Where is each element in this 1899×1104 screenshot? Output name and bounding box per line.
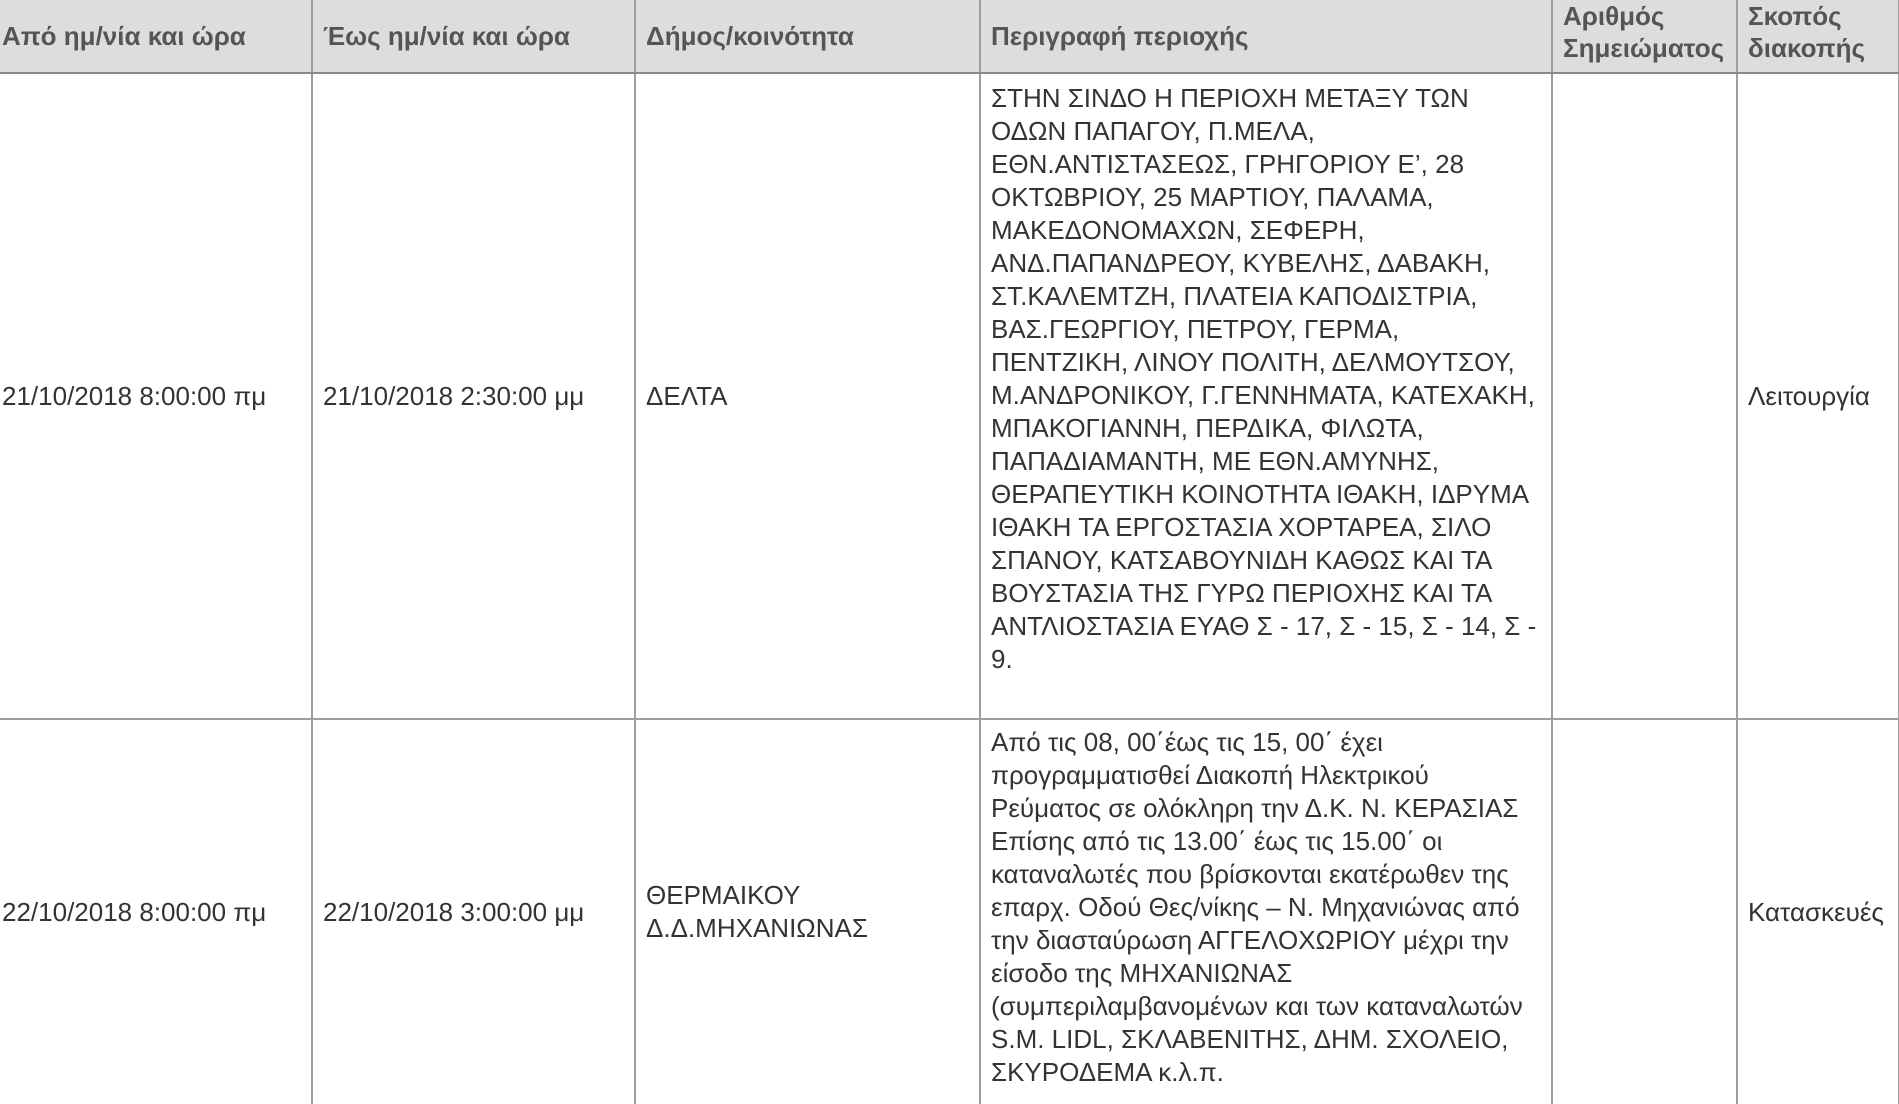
header-from: Από ημ/νία και ώρα (0, 0, 312, 73)
cell-purpose: Λειτουργία (1737, 73, 1899, 719)
municipality-line1: ΘΕΡΜΑΙΚΟΥ (646, 880, 801, 910)
cell-from: 22/10/2018 8:00:00 πμ (0, 719, 312, 1104)
cell-note-number (1552, 73, 1737, 719)
cell-purpose: Κατασκευές (1737, 719, 1899, 1104)
cell-municipality (635, 73, 980, 719)
header-municipality: Δήμος/κοινότητα (635, 0, 980, 73)
header-purpose-line1: Σκοπός (1748, 1, 1842, 31)
header-row (0, 0, 1899, 73)
cell-from: 21/10/2018 8:00:00 πμ (0, 73, 312, 719)
table-body (0, 73, 1899, 1104)
cell-to: 22/10/2018 3:00:00 μμ (312, 719, 635, 1104)
cell-area-description: Από τις 08, 00΄έως τις 15, 00΄ έχει προγραμματισθεί Διακοπή Ηλεκτρικού Ρεύματος σε ολόκληρη την Δ.Κ. Ν. ΚΕΡΑΣΙΑΣ Επίσης από τις 13.00΄ έως τις 15.00΄ οι καταναλωτές που βρίσκονται εκατέρωθεν της επαρχ. Οδού Θες/νίκης – Ν. Μηχανιώνας από την διασταύρωση ΑΓΓΕΛΟΧΩΡΙΟΥ μέχρι την είσοδο της ΜΗΧΑΝΙΩΝΑΣ (συμπεριλαμβανομένων και των καταναλωτών S.M. LIDL, ΣΚΛΑΒΕΝΙΤΗΣ, ΔΗΜ. ΣΧΟΛΕΙΟ, ΣΚΥΡΟΔΕΜΑ κ.λ.π. (980, 719, 1552, 1104)
header-purpose-line2: διακοπής (1748, 33, 1866, 63)
cell-note-number (1552, 719, 1737, 1104)
table-row (0, 73, 1899, 719)
header-note-number-line1: Αριθμός (1563, 1, 1665, 31)
municipality-line1: ΔΕΛΤΑ (646, 380, 728, 411)
header-purpose (1737, 0, 1899, 73)
cell-to: 21/10/2018 2:30:00 μμ (312, 73, 635, 719)
cell-municipality (635, 719, 980, 1104)
table-header (0, 0, 1899, 73)
header-to: Έως ημ/νία και ώρα (312, 0, 635, 73)
table-row (0, 719, 1899, 1104)
cell-area-description: ΣΤΗΝ ΣΙΝΔΟ Η ΠΕΡΙΟΧΗ ΜΕΤΑΞΥ ΤΩΝ ΟΔΩΝ ΠΑΠΑΓΟΥ, Π.ΜΕΛΑ, ΕΘΝ.ΑΝΤΙΣΤΑΣΕΩΣ, ΓΡΗΓΟΡΙΟΥ Ε’, 28 ΟΚΤΩΒΡΙΟΥ, 25 ΜΑΡΤΙΟΥ, ΠΑΛΑΜΑ, ΜΑΚΕΔΟΝΟΜΑΧΩΝ, ΣΕΦΕΡΗ, ΑΝΔ.ΠΑΠΑΝΔΡΕΟΥ, ΚΥΒΕΛΗΣ, ΔΑΒΑΚΗ, ΣΤ.ΚΑΛΕΜΤΖΗ, ΠΛΑΤΕΙΑ ΚΑΠΟΔΙΣΤΡΙΑ, ΒΑΣ.ΓΕΩΡΓΙΟΥ, ΠΕΤΡΟΥ, ΓΕΡΜΑ, ΠΕΝΤΖΙΚΗ, ΛΙΝΟΥ ΠΟΛΙΤΗ, ΔΕΛΜΟΥΤΣΟΥ, Μ.ΑΝΔΡΟΝΙΚΟΥ, Γ.ΓΕΝΝΗΜΑΤΑ, ΚΑΤΕΧΑΚΗ, ΜΠΑΚΟΓΙΑΝΝΗ, ΠΕΡΔΙΚΑ, ΦΙΛΩΤΑ, ΠΑΠΑΔΙΑΜΑΝΤΗ, ΜΕ ΕΘΝ.ΑΜΥΝΗΣ, ΘΕΡΑΠΕΥΤΙΚΗ ΚΟΙΝΟΤΗΤΑ ΙΘΑΚΗ, ΙΔΡΥΜΑ ΙΘΑΚΗ ΤΑ ΕΡΓΟΣΤΑΣΙΑ ΧΟΡΤΑΡΕΑ, ΣΙΛΟ ΣΠΑΝΟΥ, ΚΑΤΣΑΒΟΥΝΙΔΗ ΚΑΘΩΣ ΚΑΙ ΤΑ ΒΟΥΣΤΑΣΙΑ ΤΗΣ ΓΥΡΩ ΠΕΡΙΟΧΗΣ ΚΑΙ ΤΑ ΑΝΤΛΙΟΣΤΑΣΙΑ ΕΥΑΘ Σ - 17, Σ - 15, Σ - 14, Σ - 9. (980, 73, 1552, 719)
municipality-line2: Δ.Δ.ΜΗΧΑΝΙΩΝΑΣ (646, 913, 868, 943)
header-note-number (1552, 0, 1737, 73)
header-area-description: Περιγραφή περιοχής (980, 0, 1552, 73)
header-note-number-line2: Σημειώματος (1563, 33, 1725, 63)
